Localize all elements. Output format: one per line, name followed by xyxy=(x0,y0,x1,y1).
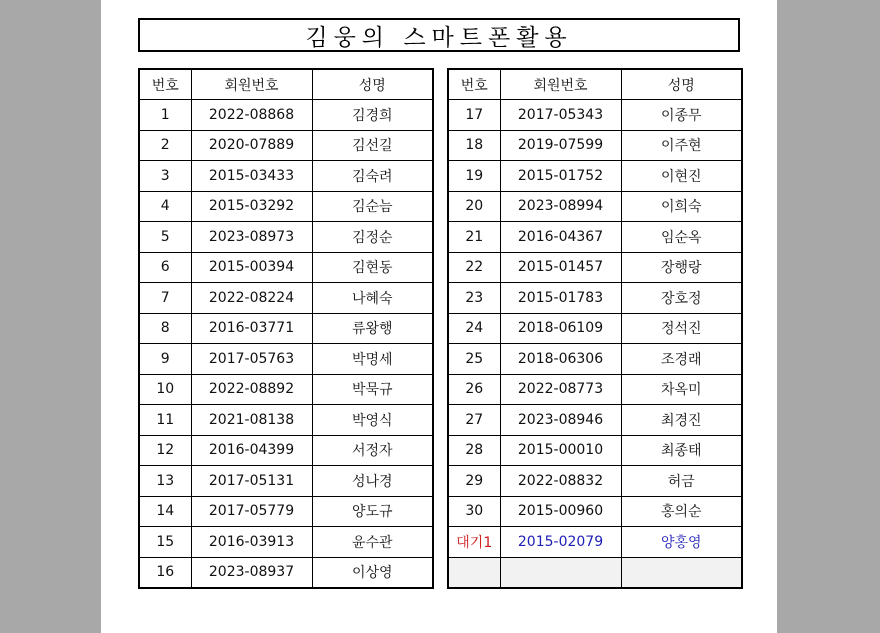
empty-cell xyxy=(500,557,621,588)
cell-member-id: 2016-04367 xyxy=(500,222,621,253)
cell-member-id: 2019-07599 xyxy=(500,130,621,161)
cell-name: 장호정 xyxy=(621,283,742,314)
waitlist-num: 대기1 xyxy=(448,527,500,558)
cell-num: 20 xyxy=(448,191,500,222)
cell-name: 최종태 xyxy=(621,435,742,466)
cell-name: 김순늠 xyxy=(312,191,433,222)
table-row xyxy=(139,527,433,558)
cell-name: 이종무 xyxy=(621,100,742,131)
cell-name: 김숙려 xyxy=(312,161,433,192)
document-page xyxy=(101,0,777,633)
document-title: 김웅의 스마트폰활용 xyxy=(138,18,740,52)
cell-name: 차옥미 xyxy=(621,374,742,405)
cell-num: 19 xyxy=(448,161,500,192)
cell-member-id: 2020-07889 xyxy=(191,130,312,161)
table-row xyxy=(139,252,433,283)
cell-member-id: 2016-04399 xyxy=(191,435,312,466)
cell-name: 서정자 xyxy=(312,435,433,466)
cell-num: 29 xyxy=(448,466,500,497)
waitlist-member-id: 2015-02079 xyxy=(500,527,621,558)
cell-name: 김현동 xyxy=(312,252,433,283)
cell-member-id: 2015-03433 xyxy=(191,161,312,192)
table-header-row xyxy=(448,69,742,100)
cell-num: 5 xyxy=(139,222,191,253)
cell-num: 13 xyxy=(139,466,191,497)
cell-num: 3 xyxy=(139,161,191,192)
cell-num: 17 xyxy=(448,100,500,131)
table-row xyxy=(139,496,433,527)
cell-member-id: 2017-05763 xyxy=(191,344,312,375)
cell-num: 21 xyxy=(448,222,500,253)
table-row xyxy=(139,344,433,375)
cell-member-id: 2015-01783 xyxy=(500,283,621,314)
header-member-id: 회원번호 xyxy=(191,69,312,100)
cell-num: 8 xyxy=(139,313,191,344)
table-row xyxy=(448,252,742,283)
cell-member-id: 2015-00960 xyxy=(500,496,621,527)
cell-member-id: 2022-08773 xyxy=(500,374,621,405)
table-row xyxy=(448,161,742,192)
cell-member-id: 2023-08994 xyxy=(500,191,621,222)
cell-name: 양도규 xyxy=(312,496,433,527)
cell-member-id: 2022-08868 xyxy=(191,100,312,131)
cell-member-id: 2015-03292 xyxy=(191,191,312,222)
table-row xyxy=(448,466,742,497)
cell-num: 28 xyxy=(448,435,500,466)
cell-member-id: 2023-08937 xyxy=(191,557,312,588)
cell-name: 김경희 xyxy=(312,100,433,131)
cell-name: 임순옥 xyxy=(621,222,742,253)
cell-member-id: 2015-01457 xyxy=(500,252,621,283)
cell-num: 12 xyxy=(139,435,191,466)
cell-num: 22 xyxy=(448,252,500,283)
cell-name: 박묵규 xyxy=(312,374,433,405)
empty-cell xyxy=(621,557,742,588)
cell-member-id: 2022-08832 xyxy=(500,466,621,497)
cell-member-id: 2018-06109 xyxy=(500,313,621,344)
table-row xyxy=(139,191,433,222)
table-row xyxy=(448,344,742,375)
cell-member-id: 2022-08892 xyxy=(191,374,312,405)
cell-num: 26 xyxy=(448,374,500,405)
cell-name: 조경래 xyxy=(621,344,742,375)
header-num: 번호 xyxy=(139,69,191,100)
cell-member-id: 2017-05779 xyxy=(191,496,312,527)
cell-member-id: 2015-00394 xyxy=(191,252,312,283)
empty-row xyxy=(448,557,742,588)
table-row xyxy=(448,313,742,344)
cell-name: 장행랑 xyxy=(621,252,742,283)
table-header-row xyxy=(139,69,433,100)
cell-member-id: 2015-01752 xyxy=(500,161,621,192)
cell-name: 이주현 xyxy=(621,130,742,161)
cell-name: 최경진 xyxy=(621,405,742,436)
cell-num: 14 xyxy=(139,496,191,527)
cell-num: 24 xyxy=(448,313,500,344)
cell-name: 박명세 xyxy=(312,344,433,375)
table-row xyxy=(448,374,742,405)
header-name: 성명 xyxy=(312,69,433,100)
table-row xyxy=(448,100,742,131)
table-row xyxy=(448,222,742,253)
cell-num: 11 xyxy=(139,405,191,436)
cell-member-id: 2023-08973 xyxy=(191,222,312,253)
cell-name: 박영식 xyxy=(312,405,433,436)
header-name: 성명 xyxy=(621,69,742,100)
table-row xyxy=(139,557,433,588)
waitlist-name: 양홍영 xyxy=(621,527,742,558)
cell-member-id: 2017-05131 xyxy=(191,466,312,497)
cell-name: 이현진 xyxy=(621,161,742,192)
cell-num: 9 xyxy=(139,344,191,375)
table-row xyxy=(448,405,742,436)
header-member-id: 회원번호 xyxy=(500,69,621,100)
table-row xyxy=(139,161,433,192)
cell-name: 성나경 xyxy=(312,466,433,497)
cell-num: 10 xyxy=(139,374,191,405)
empty-cell xyxy=(448,557,500,588)
table-row xyxy=(139,283,433,314)
cell-member-id: 2015-00010 xyxy=(500,435,621,466)
roster-table-right xyxy=(447,68,743,589)
cell-name: 홍의순 xyxy=(621,496,742,527)
cell-num: 4 xyxy=(139,191,191,222)
cell-num: 30 xyxy=(448,496,500,527)
cell-name: 류왕행 xyxy=(312,313,433,344)
cell-num: 23 xyxy=(448,283,500,314)
roster-table-left xyxy=(138,68,434,589)
table-row xyxy=(139,435,433,466)
cell-member-id: 2021-08138 xyxy=(191,405,312,436)
cell-num: 6 xyxy=(139,252,191,283)
cell-num: 1 xyxy=(139,100,191,131)
cell-name: 정석진 xyxy=(621,313,742,344)
cell-num: 16 xyxy=(139,557,191,588)
waitlist-row xyxy=(448,527,742,558)
cell-member-id: 2017-05343 xyxy=(500,100,621,131)
table-row xyxy=(448,191,742,222)
cell-name: 김정순 xyxy=(312,222,433,253)
cell-num: 15 xyxy=(139,527,191,558)
cell-member-id: 2022-08224 xyxy=(191,283,312,314)
table-row xyxy=(448,283,742,314)
table-row xyxy=(139,466,433,497)
table-row xyxy=(448,496,742,527)
cell-member-id: 2016-03771 xyxy=(191,313,312,344)
cell-name: 이희숙 xyxy=(621,191,742,222)
cell-member-id: 2023-08946 xyxy=(500,405,621,436)
table-row xyxy=(448,130,742,161)
cell-member-id: 2018-06306 xyxy=(500,344,621,375)
table-row xyxy=(139,374,433,405)
cell-num: 27 xyxy=(448,405,500,436)
cell-name: 이상영 xyxy=(312,557,433,588)
cell-num: 18 xyxy=(448,130,500,161)
table-row xyxy=(139,130,433,161)
header-num: 번호 xyxy=(448,69,500,100)
cell-num: 2 xyxy=(139,130,191,161)
table-row xyxy=(139,313,433,344)
table-row xyxy=(139,405,433,436)
cell-name: 윤수관 xyxy=(312,527,433,558)
cell-num: 25 xyxy=(448,344,500,375)
table-row xyxy=(139,100,433,131)
cell-member-id: 2016-03913 xyxy=(191,527,312,558)
cell-name: 김선길 xyxy=(312,130,433,161)
cell-name: 나혜숙 xyxy=(312,283,433,314)
table-row xyxy=(448,435,742,466)
cell-name: 허금 xyxy=(621,466,742,497)
table-row xyxy=(139,222,433,253)
cell-num: 7 xyxy=(139,283,191,314)
